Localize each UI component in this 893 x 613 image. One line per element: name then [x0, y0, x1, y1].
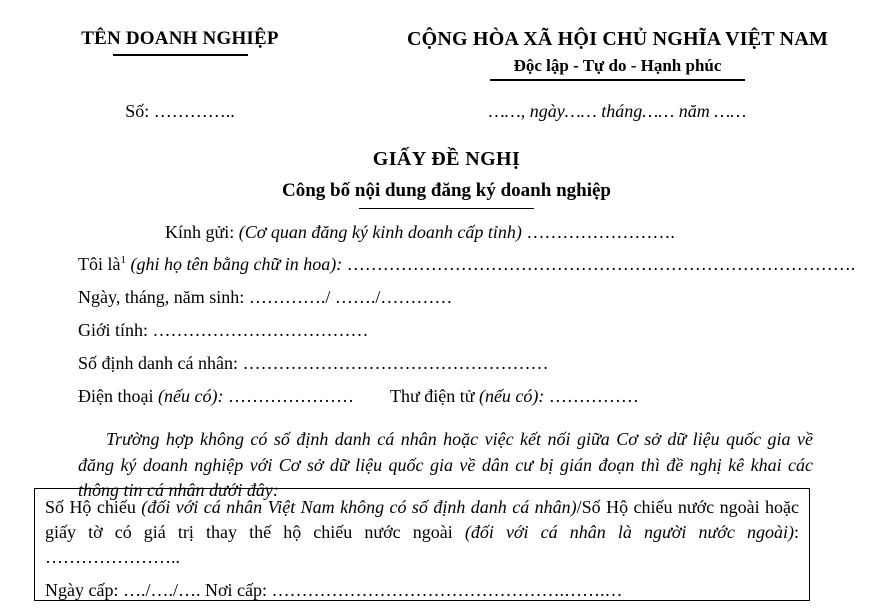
- phone-dots: …………………: [223, 386, 354, 406]
- full-name-line: [0, 255, 893, 273]
- document-title: GIẤY ĐỀ NGHỊ: [372, 147, 521, 170]
- email-dots: ……………: [544, 386, 639, 406]
- recipient-label: Kính gửi:: [165, 222, 235, 242]
- recipient-dots: …………………….: [521, 222, 675, 242]
- header-left-column: [0, 28, 360, 56]
- full-name-dots: ………………………………………………………………………….: [342, 254, 856, 274]
- passport-hint-foreigner: (đối với cá nhân là người nước ngoài): [464, 521, 794, 542]
- full-name-hint: (ghi họ tên bằng chữ in hoa):: [130, 254, 343, 274]
- passport-dots: : …………………..: [45, 521, 799, 567]
- email-label: Thư điện tử: [389, 386, 475, 406]
- document-number-field: Số: …………..: [125, 100, 235, 121]
- date-of-birth-line: [0, 288, 893, 306]
- contact-line: [0, 387, 893, 405]
- phone-label: Điện thoại: [78, 386, 154, 406]
- date-of-birth-dots: …………./ ……./…………: [244, 287, 453, 307]
- document-header: [0, 0, 893, 81]
- issue-date-label: Ngày cấp: …./…./….: [45, 580, 201, 601]
- document-date-field: ……, ngày…… tháng…… năm ……: [488, 100, 747, 121]
- national-title: CỘNG HÒA XÃ HỘI CHỦ NGHĨA VIỆT NAM: [406, 28, 829, 50]
- gender-dots: ………………………………: [148, 320, 369, 340]
- passport-label-part1: Số Hộ chiếu: [45, 497, 142, 517]
- enterprise-name-underline: [113, 54, 248, 56]
- issue-place-label: Nơi cấp: ………………………………………….…….…: [200, 580, 623, 601]
- recipient-line: [0, 223, 893, 241]
- header-right-column: [360, 28, 893, 81]
- date-of-birth-label: Ngày, tháng, năm sinh:: [78, 287, 245, 307]
- personal-id-line: [0, 354, 893, 372]
- email-hint: (nếu có):: [478, 386, 545, 406]
- recipient-hint: (Cơ quan đăng ký kinh doanh cấp tỉnh): [238, 222, 522, 242]
- national-motto: Độc lập - Tự do - Hạnh phúc: [513, 56, 722, 75]
- personal-id-label: Số định danh cá nhân:: [78, 353, 238, 373]
- issue-info-line: [45, 580, 799, 601]
- phone-hint: (nếu có):: [157, 386, 224, 406]
- national-motto-underline: [490, 79, 745, 81]
- gender-label: Giới tính:: [78, 320, 149, 340]
- full-name-footnote-marker: 1: [120, 254, 126, 266]
- document-subtitle: Công bố nội dung đăng ký doanh nghiệp: [282, 179, 611, 201]
- passport-hint-vietnamese: (đối với cá nhân Việt Nam không có số định danh cá nhân): [141, 497, 577, 517]
- passport-label-part2: /Số Hộ chiếu nước ngoài hoặc giấy tờ có giá trị thay thế hộ chiếu nước ngoài: [45, 497, 799, 542]
- full-name-label: Tôi là: [78, 254, 121, 274]
- passport-line: [45, 495, 799, 569]
- explanatory-note: Trường hợp không có số định danh cá nhân hoặc việc kết nối giữa Cơ sở dữ liệu quốc gia về đăng ký doanh nghiệp với Cơ sở dữ liệu quốc gia về dân cư bị gián đoạn thì đề nghị kê khai các thông tin cá nhân dưới đây:: [78, 429, 813, 501]
- gender-line: [0, 321, 893, 339]
- form-body: [0, 223, 893, 504]
- enterprise-name-label: TÊN DOANH NGHIỆP: [81, 28, 279, 49]
- personal-id-dots: ……………………………………………: [237, 353, 549, 373]
- title-block: [0, 148, 893, 210]
- title-underline: [359, 208, 534, 210]
- number-date-row: [0, 101, 893, 122]
- passport-info-box: [34, 488, 810, 601]
